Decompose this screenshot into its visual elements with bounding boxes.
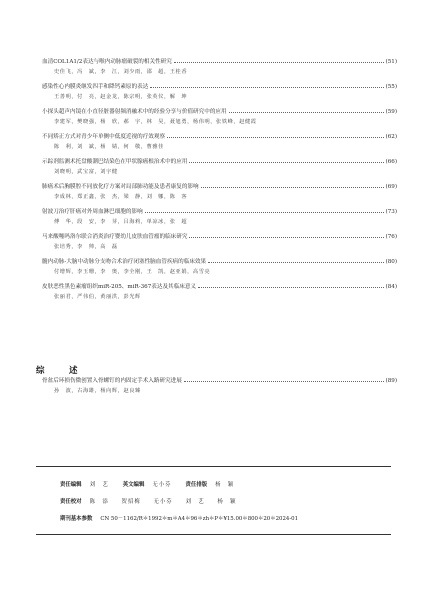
toc-entry[interactable]: [42, 283, 397, 301]
toc-entry-authors: 史佳飞，冯 斌，李 江，刘少雨，邵 超，王桂香: [54, 69, 188, 75]
leader-dots: [167, 137, 383, 138]
review-section-list: [42, 377, 397, 402]
toc-entry-title-row: [42, 133, 397, 141]
toc-entry-authors: 孙 波，古海雄，杨向辉，赵良臻: [54, 388, 141, 394]
credit-value: 无小芬: [152, 482, 172, 488]
credit-value: 陈 添 贺招梅 无小芬 刘 艺 杨 颖: [89, 499, 237, 505]
toc-entry-title: 感染性心内膜炎继发四手和降钙素原的表达: [42, 84, 149, 90]
credits-row-journal-params: [60, 514, 312, 522]
credit-label: 期刊基本参数: [60, 516, 93, 522]
leader-dots: [150, 87, 383, 88]
toc-entry-title-row: [42, 283, 397, 291]
credits-row-proofreaders: [60, 497, 251, 505]
toc-entry-title-row: [42, 233, 397, 241]
credit-label: 责任排版: [185, 482, 208, 488]
toc-entry-authors: 付增辉，李玉珊，李 奥，李全刚，王 凯，赵亚娟，高雪亮: [54, 269, 211, 275]
leader-dots: [229, 112, 384, 113]
toc-entry-page: (59): [385, 109, 397, 115]
leader-dots: [184, 381, 384, 382]
toc-entry[interactable]: [42, 377, 397, 395]
toc-entry-page: (76): [385, 234, 397, 240]
leader-dots: [198, 287, 383, 288]
toc-entry[interactable]: [42, 183, 397, 201]
leader-dots: [174, 62, 384, 63]
toc-entry-authors: 傅 华，段 安，李 芽，吕海莉，单凉冰，张 超: [54, 219, 188, 225]
table-of-contents: [42, 58, 397, 308]
toc-entry-title: 不同矫正方式对青少年单侧中低度近视的疗效观察: [42, 134, 166, 140]
toc-entry-title: 血清COL1A1/2表达与喉内动脉瘤破裂的相关性研究: [42, 59, 172, 65]
toc-entry-authors: 张培秀，李 帅，高 磊: [54, 244, 118, 250]
toc-entry-title-row: [42, 158, 397, 166]
toc-entry[interactable]: [42, 58, 397, 76]
toc-entry-title-row: [42, 108, 397, 116]
credit-label: 责任编辑: [60, 482, 82, 488]
toc-entry[interactable]: [42, 258, 397, 276]
leader-dots: [189, 162, 383, 163]
credit-value: CN 50－1162/R＊1992＊m＊A4＊96＊zh＊P＊¥15.00＊800＊20＊2024-01: [100, 516, 299, 522]
toc-entry-authors: 王善明，付 亮，赵金龙，陈宗明，张英仪，解 坤: [54, 94, 188, 100]
credit-value: 杨 颖: [215, 482, 235, 488]
leader-dots: [145, 212, 384, 213]
review-section-heading: 综 述: [36, 366, 86, 376]
credit-label: 责任校对: [60, 499, 82, 505]
toc-entry-page: (80): [385, 259, 397, 265]
toc-entry-authors: 刘晓明，武宝富，刘宇健: [54, 169, 118, 175]
toc-entry[interactable]: [42, 158, 397, 176]
toc-entry-authors: 李建军，樊晓强，杨 欣，郝 宇，林 昊，聂旭勇，杨伟明，张铁峰，赵健霞: [54, 119, 257, 125]
toc-entry-page: (73): [385, 209, 397, 215]
toc-entry-title: 马来酸噻吗洛尔联合消炎治疗婴幼儿皮肤血管瘤的临床研究: [42, 234, 188, 240]
divider-top: [36, 466, 391, 467]
divider-bottom: [36, 534, 391, 535]
toc-entry-title-row: [42, 377, 397, 385]
toc-entry-authors: 张丽君，严伟伯，黄丽洪，彭光辉: [54, 294, 141, 300]
credits-row-editors: [60, 480, 248, 488]
toc-entry[interactable]: [42, 208, 397, 226]
toc-entry-page: (89): [385, 378, 397, 384]
credit-label: 英文编辑: [122, 482, 145, 488]
toc-entry-title: 肺癌术后胸膜腔不同放化疗方案对局部肺功能及患者康复的影响: [42, 184, 199, 190]
toc-entry-title-row: [42, 258, 397, 266]
toc-entry-title: 射波刀治疗肝癌对外周血淋巴细胞的影响: [42, 209, 143, 215]
toc-entry-title: 示踪剂监测术托盘酸潮巴结染色在甲状腺癌根治术中的应用: [42, 159, 188, 165]
toc-entry[interactable]: [42, 233, 397, 251]
toc-entry[interactable]: [42, 133, 397, 151]
toc-entry-title-row: [42, 58, 397, 66]
toc-entry-page: (62): [385, 134, 397, 140]
toc-entry-title: 髓内动脉-大脑中动脉分支吻合术治疗闭塞性脑血管疾病的临床效果: [42, 259, 207, 265]
toc-entry-page: (84): [385, 284, 397, 290]
toc-entry-page: (66): [385, 159, 397, 165]
toc-entry-authors: 陈 利，刘 斌，杨 婧，何 敬，曹雅佳: [54, 144, 164, 150]
toc-entry-title-row: [42, 183, 397, 191]
leader-dots: [189, 237, 383, 238]
toc-entry-page: (51): [385, 59, 397, 65]
toc-entry-page: (55): [385, 84, 397, 90]
toc-entry-page: (69): [385, 184, 397, 190]
leader-dots: [208, 262, 383, 263]
toc-entry-authors: 李成林，郑正鑫，张 杰，梁 静，刘 娜，陈 客: [54, 194, 188, 200]
leader-dots: [201, 187, 384, 188]
toc-entry[interactable]: [42, 108, 397, 126]
toc-entry-title: 皮肤恶性黑色素瘤组织miR-205、miR-367表达及其临床意义: [42, 284, 197, 290]
toc-entry-title: 小探头超声内镜在小直径脏器射频消融术中的经验分享与价值研究中的应用: [42, 109, 227, 115]
toc-entry-title-row: [42, 83, 397, 91]
toc-entry[interactable]: [42, 83, 397, 101]
credit-value: 刘 艺: [89, 482, 109, 488]
toc-entry-title: 骨盆后环损伤微创置入骨螺钉的内固定手术入路研究进展: [42, 378, 182, 384]
toc-entry-title-row: [42, 208, 397, 216]
